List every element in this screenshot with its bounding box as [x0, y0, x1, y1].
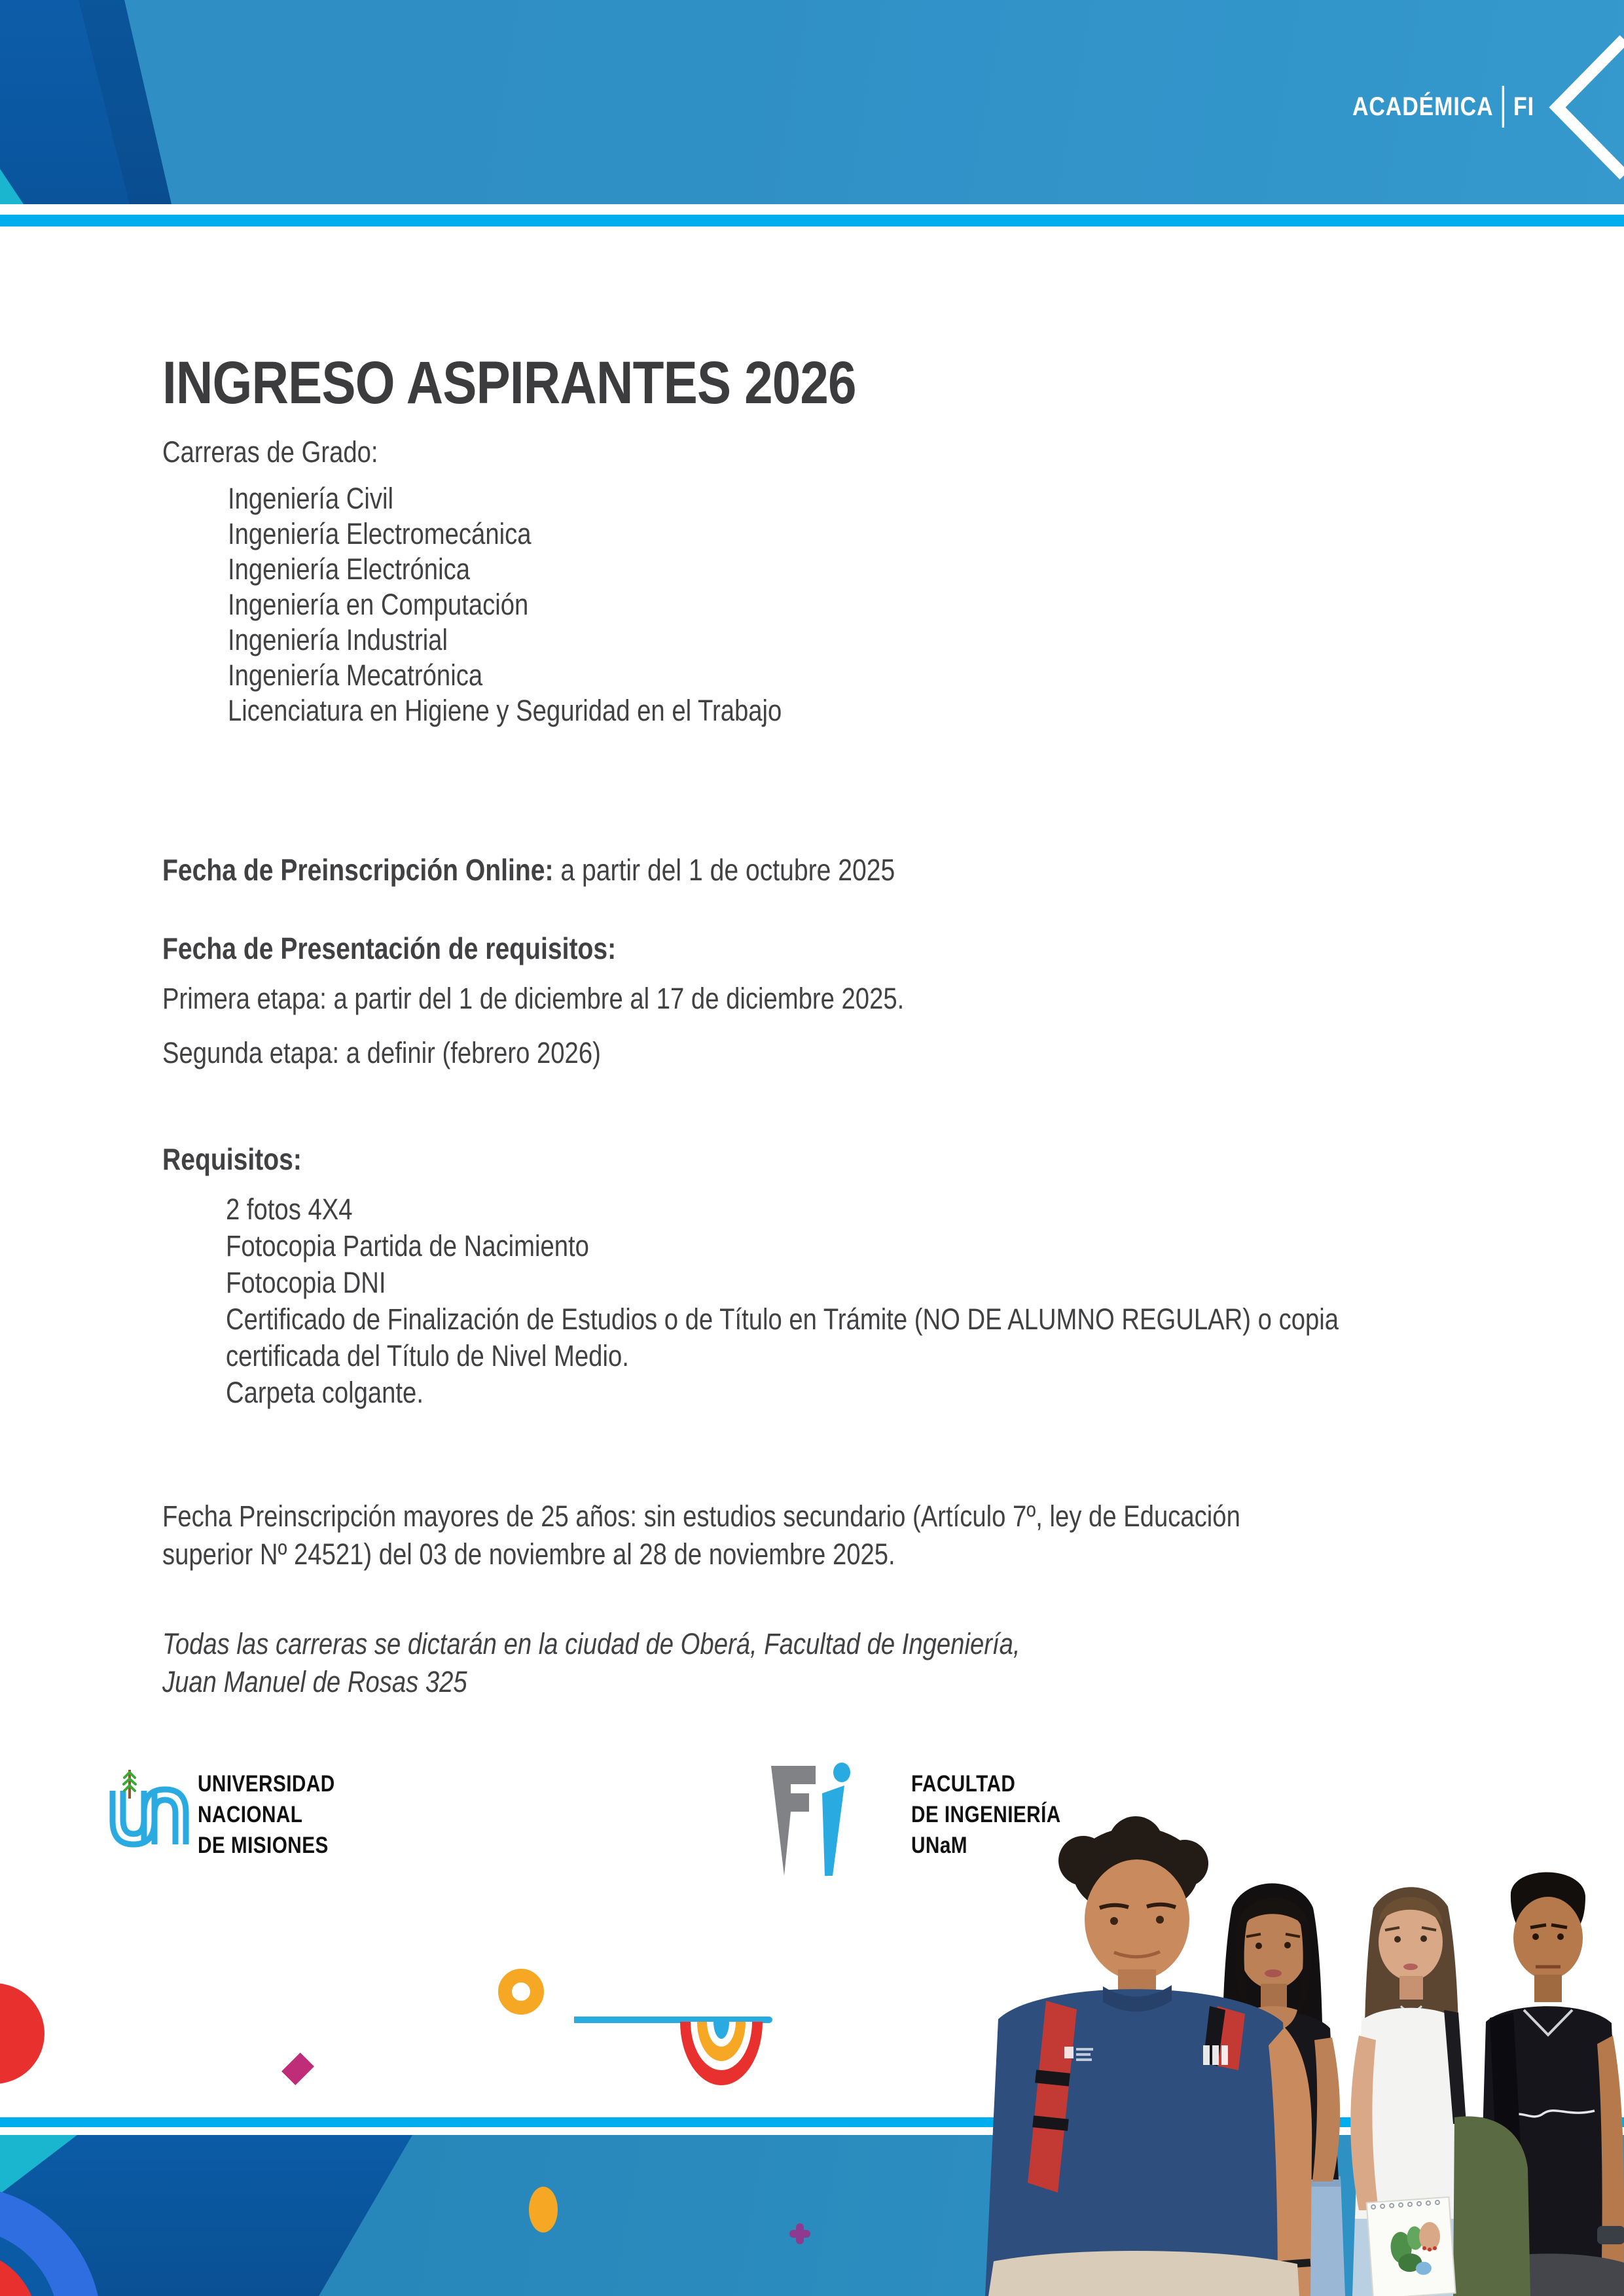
nota-linea1: Todas las carreras se dictarán en la ciudad de Oberá, Facultad de Ingeniería, — [162, 1627, 1020, 1660]
main-content — [162, 351, 1557, 1701]
preinscripcion-value: a partir del 1 de octubre 2025 — [553, 853, 895, 887]
carreras-list — [228, 481, 1557, 728]
nota-linea2: Juan Manuel de Rosas 325 — [162, 1665, 467, 1698]
header-banner — [0, 0, 1624, 226]
carreras-heading: Carreras de Grado: — [162, 435, 378, 469]
etapa2-line: Segunda etapa: a definir (febrero 2026) — [162, 1036, 601, 1069]
header-cyan-stripe — [0, 215, 1624, 226]
header-unit-label: FI — [1513, 92, 1534, 121]
requisitos-list — [226, 1191, 1557, 1411]
footer-orange-ellipse — [529, 2187, 558, 2233]
unam-logo-line: NACIONAL — [198, 1802, 303, 1827]
purple-plus-icon — [796, 2223, 804, 2244]
requisito-item: 2 fotos 4X4 — [226, 1193, 353, 1226]
carrera-item: Ingeniería en Computación — [228, 588, 529, 621]
carrera-item: Ingeniería Civil — [228, 482, 394, 515]
preinscripcion-label: Fecha de Preinscripción Online: — [162, 853, 554, 887]
header-separator — [1502, 86, 1504, 128]
carrera-item: Ingeniería Industrial — [228, 623, 448, 656]
page-title: INGRESO ASPIRANTES 2026 — [162, 350, 856, 416]
requisito-item: Fotocopia DNI — [226, 1266, 386, 1299]
mayores-paragraph: Fecha Preinscripción mayores de 25 años: sin estudios secundario (Artículo 7º, ley de Educación superior Nº 24521) del 03 de noviembre al 28 de noviembre 2025. — [162, 1499, 1240, 1571]
unam-logo-line: DE MISIONES — [198, 1833, 329, 1858]
requisito-item: Certificado de Finalización de Estudios o de Título en Trámite (NO DE ALUMNO REGULAR) o copia certificada del Título de Nivel Medio. — [226, 1302, 1339, 1372]
requisito-item: Carpeta colgante. — [226, 1376, 424, 1409]
nota-italica — [162, 1625, 1557, 1701]
fi-logo-icon — [765, 1759, 879, 1880]
requisitos-heading: Requisitos: — [162, 1142, 302, 1176]
orange-ring-shape — [498, 1969, 544, 2015]
fi-logo-line: FACULTAD — [911, 1771, 1016, 1797]
chevron-left-icon — [1544, 31, 1624, 183]
presentacion-heading: Fecha de Presentación de requisitos: — [162, 931, 617, 965]
unam-logo-line: UNIVERSIDAD — [198, 1771, 335, 1797]
fi-logo-line: DE INGENIERÍA — [911, 1802, 1061, 1827]
header-white-stripe — [0, 204, 1624, 215]
carrera-item: Licenciatura en Higiene y Seguridad en el Trabajo — [228, 694, 782, 727]
etapa1-line: Primera etapa: a partir del 1 de diciembre al 17 de diciembre 2025. — [162, 982, 905, 1015]
red-blob-shape — [0, 1983, 45, 2084]
students-photo — [943, 1810, 1624, 2296]
header-label — [1352, 84, 1542, 130]
unam-logo-text — [198, 1768, 359, 1861]
header-section-label: ACADÉMICA — [1352, 92, 1494, 121]
unam-logo-icon — [103, 1765, 195, 1863]
magenta-diamond-shape — [281, 2053, 314, 2085]
carrera-item: Ingeniería Electromecánica — [228, 517, 532, 550]
fi-logo-line: UNaM — [911, 1833, 968, 1858]
requisito-item: Fotocopia Partida de Nacimiento — [226, 1229, 589, 1263]
carrera-item: Ingeniería Mecatrónica — [228, 658, 483, 692]
carrera-item: Ingeniería Electrónica — [228, 552, 470, 586]
preinscripcion-line — [162, 851, 1348, 889]
